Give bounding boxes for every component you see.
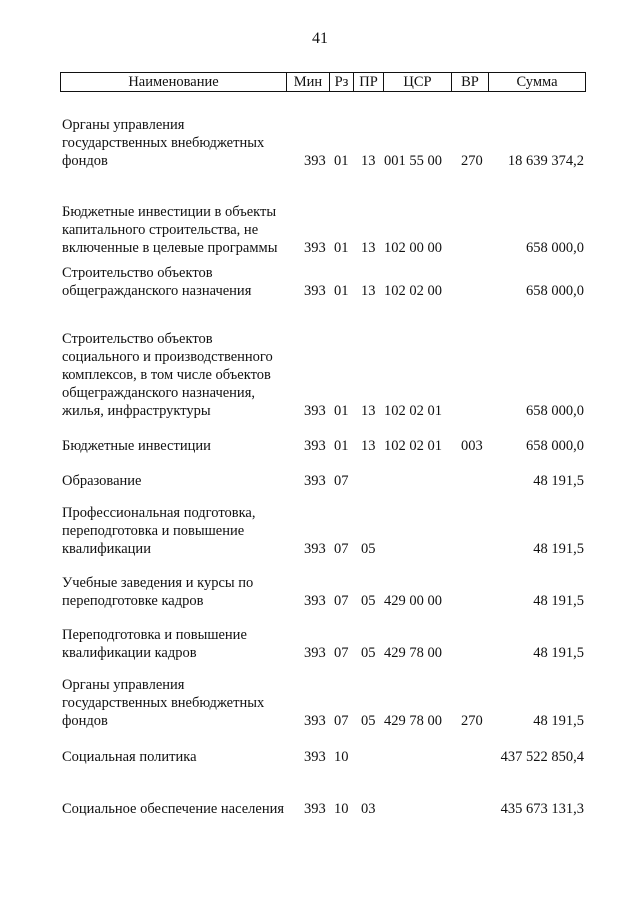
column-header-rz: Рз	[329, 73, 353, 91]
column-header-name: Наименование	[128, 74, 219, 90]
row-sum: 437 522 850,4	[500, 749, 584, 765]
row-name: Социальное обеспечение населения	[62, 801, 285, 817]
row-rz: 07	[334, 541, 349, 557]
row-csr: 429 78 00	[384, 713, 442, 729]
row-csr: 429 00 00	[384, 593, 442, 609]
row-csr: 001 55 00	[384, 153, 442, 169]
table-row	[0, 170, 640, 257]
table-row	[0, 465, 640, 490]
row-min: 393	[304, 801, 326, 817]
column-header-min: Мин	[286, 73, 329, 91]
row-min: 393	[304, 645, 326, 661]
page-number: 41	[312, 30, 328, 47]
row-rz: 01	[334, 403, 349, 419]
row-pr: 05	[361, 645, 376, 661]
table-row	[0, 778, 640, 818]
row-rz: 10	[334, 801, 349, 817]
row-rz: 10	[334, 749, 349, 765]
table-row	[0, 570, 640, 610]
row-min: 393	[304, 240, 326, 256]
row-sum: 658 000,0	[526, 240, 584, 256]
row-min: 393	[304, 153, 326, 169]
row-min: 393	[304, 713, 326, 729]
row-pr: 05	[361, 541, 376, 557]
row-min: 393	[304, 473, 326, 489]
table-row	[0, 257, 640, 300]
row-name: Профессиональная подготовка, переподготовка и повышение квалификации	[62, 505, 256, 557]
row-sum: 48 191,5	[533, 473, 584, 489]
row-pr: 05	[361, 713, 376, 729]
row-name: Строительство объектов общегражданского назначения	[62, 265, 252, 299]
row-rz: 07	[334, 645, 349, 661]
table-row	[0, 672, 640, 730]
column-header-sum: Сумма	[488, 73, 585, 91]
row-vr: 270	[461, 713, 483, 729]
row-rz: 01	[334, 438, 349, 454]
row-name: Органы управления государственных внебюджетных фондов	[62, 677, 265, 729]
row-rz: 01	[334, 283, 349, 299]
table-row	[0, 310, 640, 420]
row-min: 393	[304, 749, 326, 765]
row-rz: 07	[334, 473, 349, 489]
column-header-vr: ВР	[451, 73, 488, 91]
row-name: Учебные заведения и курсы по переподготовке кадров	[62, 575, 254, 609]
table-row	[0, 622, 640, 662]
row-rz: 01	[334, 240, 349, 256]
row-rz: 07	[334, 713, 349, 729]
row-name: Образование	[62, 473, 142, 489]
row-min: 393	[304, 593, 326, 609]
row-pr: 13	[361, 438, 376, 454]
row-pr: 13	[361, 403, 376, 419]
row-sum: 48 191,5	[533, 645, 584, 661]
row-rz: 01	[334, 153, 349, 169]
row-sum: 18 639 374,2	[507, 153, 584, 169]
row-rz: 07	[334, 593, 349, 609]
column-header-pr: ПР	[353, 73, 383, 91]
row-sum: 48 191,5	[533, 593, 584, 609]
row-csr: 102 02 01	[384, 403, 442, 419]
row-vr: 003	[461, 438, 483, 454]
row-name: Переподготовка и повышение квалификации кадров	[62, 627, 247, 661]
row-sum: 658 000,0	[526, 403, 584, 419]
row-pr: 05	[361, 593, 376, 609]
row-name: Социальная политика	[62, 749, 197, 765]
row-sum: 48 191,5	[533, 541, 584, 557]
row-name: Бюджетные инвестиции в объекты капитального строительства, не включенные в целевые программы	[62, 204, 278, 256]
row-sum: 658 000,0	[526, 438, 584, 454]
row-sum: 658 000,0	[526, 283, 584, 299]
row-min: 393	[304, 283, 326, 299]
table-row	[0, 740, 640, 766]
row-name: Органы управления государственных внебюджетных фондов	[62, 117, 265, 169]
table-row	[0, 100, 640, 170]
row-sum: 435 673 131,3	[500, 801, 584, 817]
row-sum: 48 191,5	[533, 713, 584, 729]
column-header-csr: ЦСР	[383, 73, 451, 91]
row-csr: 429 78 00	[384, 645, 442, 661]
row-csr: 102 02 00	[384, 283, 442, 299]
row-min: 393	[304, 403, 326, 419]
row-min: 393	[304, 541, 326, 557]
row-pr: 13	[361, 283, 376, 299]
row-pr: 03	[361, 801, 376, 817]
row-csr: 102 00 00	[384, 240, 442, 256]
row-csr: 102 02 01	[384, 438, 442, 454]
row-min: 393	[304, 438, 326, 454]
table-row	[0, 500, 640, 558]
row-pr: 13	[361, 240, 376, 256]
table-row	[0, 430, 640, 455]
row-pr: 13	[361, 153, 376, 169]
table-header	[60, 72, 586, 92]
row-vr: 270	[461, 153, 483, 169]
row-name: Строительство объектов социального и производственного комплексов, в том числе объектов общегражданского назначения, жилья, инфраструктуры	[62, 331, 273, 419]
row-name: Бюджетные инвестиции	[62, 438, 211, 454]
